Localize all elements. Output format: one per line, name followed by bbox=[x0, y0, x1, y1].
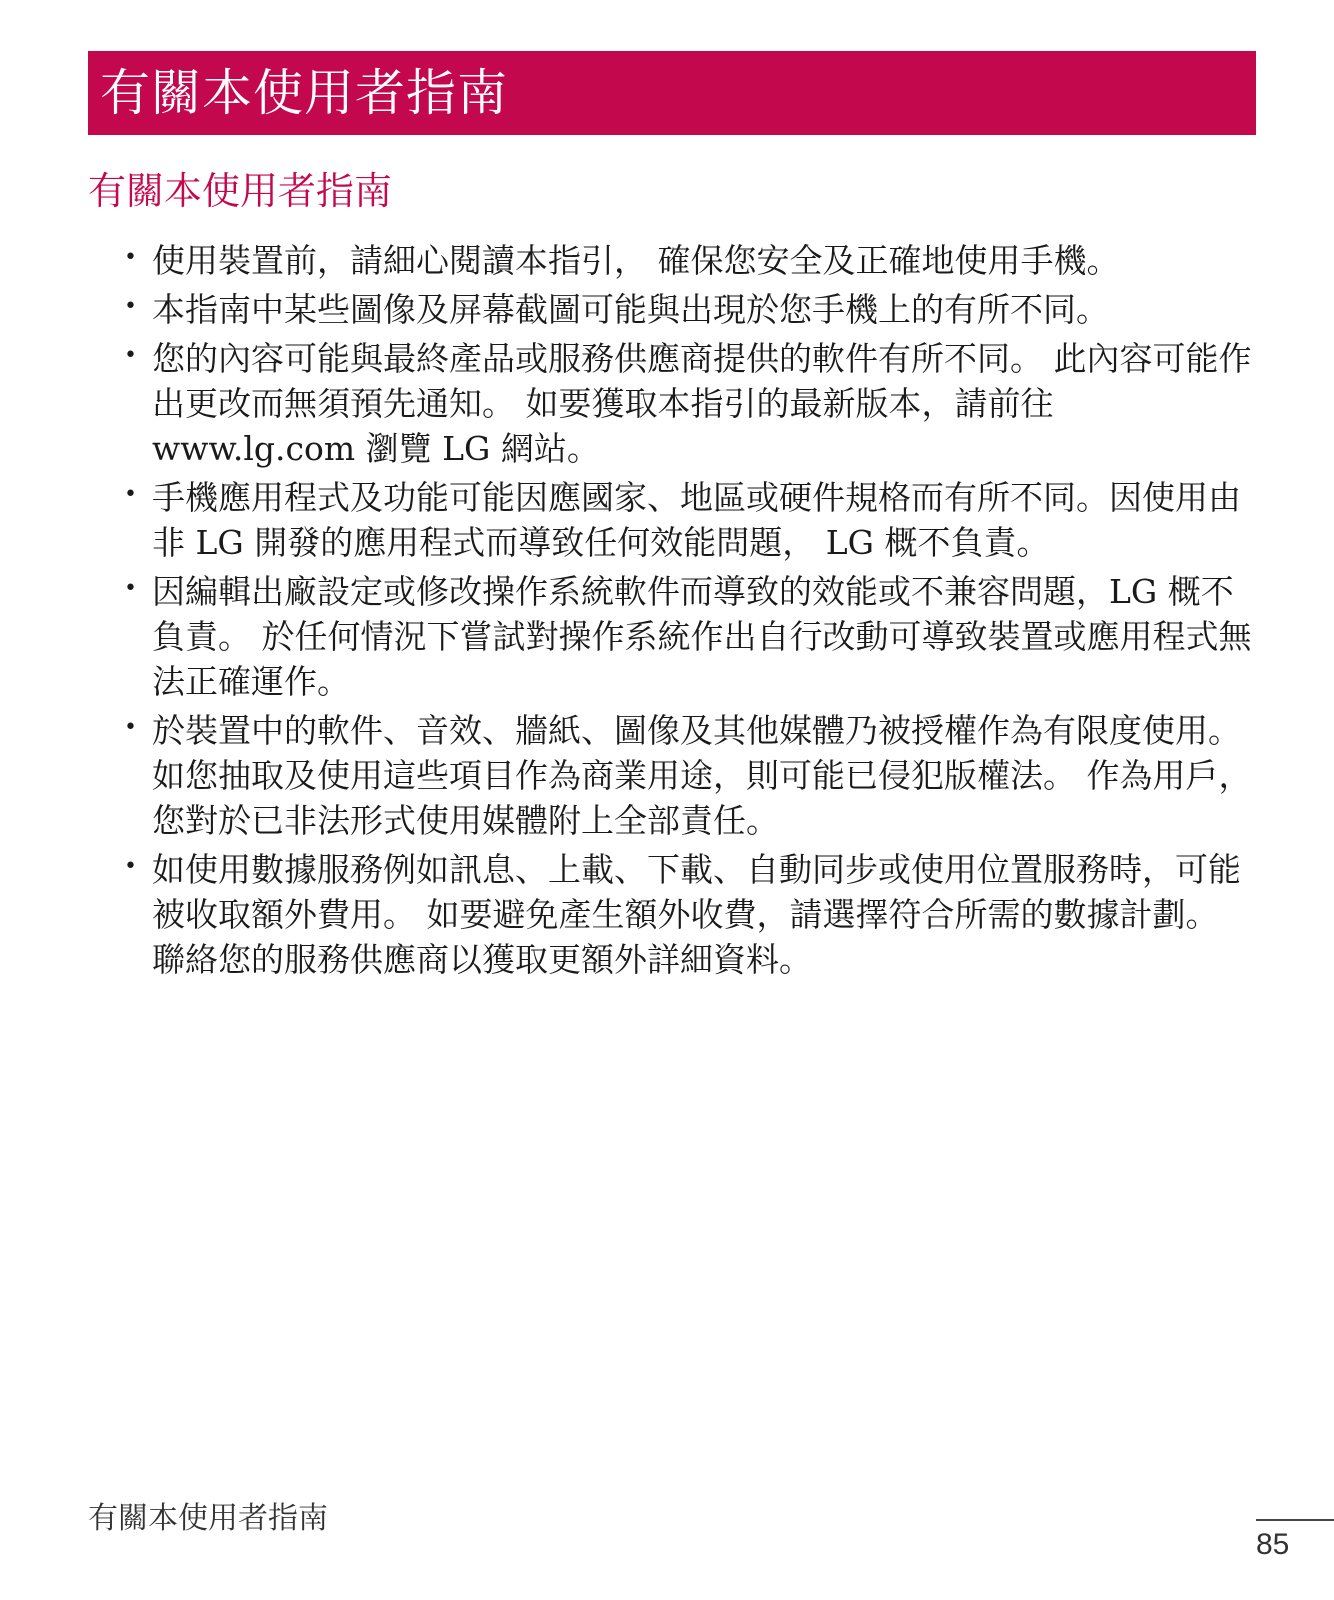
bullet-dot-icon: • bbox=[124, 854, 137, 879]
bullet-dot-icon: • bbox=[124, 245, 137, 270]
list-item bbox=[124, 708, 1260, 843]
section-heading: 有關本使用者指南 bbox=[88, 169, 393, 213]
bullet-dot-icon: • bbox=[124, 482, 137, 507]
list-item-text: 本指南中某些圖像及屏幕截圖可能與出現於您手機上的有所不同。 bbox=[152, 290, 1109, 329]
header-band bbox=[88, 51, 1256, 135]
list-item-text: 如使用數據服務例如訊息、上載、下載、自動同步或使用位置服務時，可能被收取額外費用。 如要避免產生額外收費，請選擇符合所需的數據計劃。 聯絡您的服務供應商以獲取更額外詳細資料。 bbox=[152, 850, 1241, 979]
list-item-text: 於裝置中的軟件、音效、牆紙、圖像及其他媒體乃被授權作為有限度使用。 如您抽取及使用這些項目作為商業用途，則可能已侵犯版權法。 作為用戶，您對於已非法形式使用媒體附上全部責任。 bbox=[152, 711, 1252, 840]
footer-divider bbox=[1256, 1519, 1334, 1521]
list-item bbox=[124, 475, 1260, 565]
list-item bbox=[124, 336, 1260, 471]
list-item bbox=[124, 238, 1260, 283]
bullet-dot-icon: • bbox=[124, 576, 137, 601]
bullet-dot-icon: • bbox=[124, 715, 137, 740]
list-item-text: 手機應用程式及功能可能因應國家、地區或硬件規格而有所不同。因使用由非 LG 開發的應用程式而導致任何效能問題， LG 概不負責。 bbox=[152, 478, 1241, 562]
bullet-list bbox=[124, 238, 1260, 982]
bullet-dot-icon: • bbox=[124, 294, 137, 319]
list-item-text: 使用裝置前，請細心閱讀本指引， 確保您安全及正確地使用手機。 bbox=[152, 241, 1120, 280]
list-item bbox=[124, 847, 1260, 982]
bullet-dot-icon: • bbox=[124, 343, 137, 368]
list-item bbox=[124, 287, 1260, 332]
page-title: 有關本使用者指南 bbox=[100, 64, 508, 122]
footer-section-label: 有關本使用者指南 bbox=[88, 1501, 328, 1536]
list-item-text: 您的內容可能與最終產品或服務供應商提供的軟件有所不同。 此內容可能作出更改而無須預先通知。 如要獲取本指引的最新版本，請前往 www.lg.com 瀏覽 LG 網站。 bbox=[152, 339, 1252, 468]
list-item bbox=[124, 569, 1260, 704]
page-number: 85 bbox=[1256, 1528, 1290, 1561]
list-item-text: 因編輯出廠設定或修改操作系統軟件而導致的效能或不兼容問題，LG 概不負責。 於任何情況下嘗試對操作系統作出自行改動可導致裝置或應用程式無法正確運作。 bbox=[152, 572, 1252, 701]
